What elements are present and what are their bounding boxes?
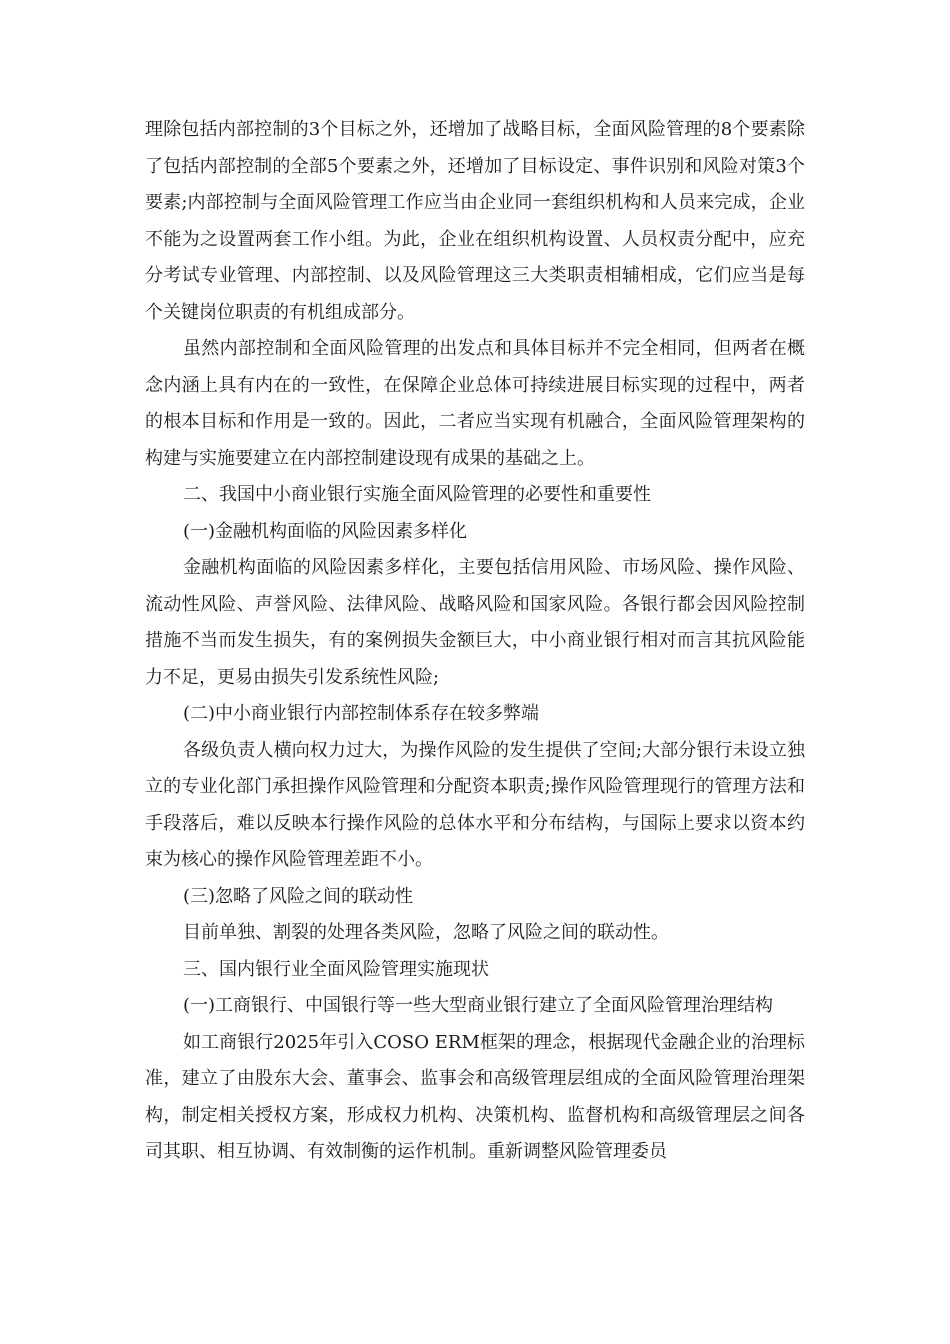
paragraph-body: 金融机构面临的风险因素多样化，主要包括信用风险、市场风险、操作风险、流动性风险、声誉风险、法律风险、战略风险和国家风险。各银行都会因风险控制措施不当而发生损失，有的案例损失金额巨大，中小商业银行相对而言其抗风险能力不足，更易由损失引发系统性风险; <box>145 557 805 688</box>
paragraph-body: 目前单独、割裂的处理各类风险，忽略了风险之间的联动性。 <box>183 922 669 943</box>
subsection-heading: (一)金融机构面临的风险因素多样化 <box>183 520 468 542</box>
paragraph-body: 如工商银行2025年引入COSO ERM框架的理念，根据现代金融企业的治理标准，建立了由股东大会、董事会、监事会和高级管理层组成的全面风险管理治理架构，制定相关授权方案，形成权力机构、决策机构、监督机构和高级管理层之间各司其职、相互协调、有效制衡的运作机制。重新调整风险管理委员 <box>145 1031 805 1162</box>
subsection-heading: (三)忽略了风险之间的联动性 <box>183 885 414 907</box>
paragraph-continuation: 理除包括内部控制的3个目标之外，还增加了战略目标，全面风险管理的8个要素除了包括内部控制的全部5个要素之外，还增加了目标设定、事件识别和风险对策3个要素;内部控制与全面风险管理工作应当由企业同一套组织机构和人员来完成，企业不能为之设置两套工作小组。为此，企业在组织机构设置、人员权责分配中，应充分考试专业管理、内部控制、以及风险管理这三大类职责相辅相成，它们应当是每个关键岗位职责的有机组成部分。 <box>145 119 805 323</box>
section-heading: 三、国内银行业全面风险管理实施现状 <box>183 958 489 980</box>
paragraph-body: 虽然内部控制和全面风险管理的出发点和具体目标并不完全相同，但两者在概念内涵上具有内在的一致性，在保障企业总体可持续进展目标实现的过程中，两者的根本目标和作用是一致的。因此，二者应当实现有机融合，全面风险管理架构的构建与实施要建立在内部控制建设现有成果的基础之上。 <box>145 338 805 469</box>
section-heading: 二、我国中小商业银行实施全面风险管理的必要性和重要性 <box>183 484 651 505</box>
paragraph-body: 各级负责人横向权力过大，为操作风险的发生提供了空间;大部分银行未设立独立的专业化部门承担操作风险管理和分配资本职责;操作风险管理现行的管理方法和手段落后，难以反映本行操作风险的总体水平和分布结构，与国际上要求以资本约束为核心的操作风险管理差距不小。 <box>145 739 805 870</box>
subsection-heading: (二)中小商业银行内部控制体系存在较多弊端 <box>183 703 540 724</box>
document-page <box>145 112 805 1171</box>
subsection-heading: (一)工商银行、中国银行等一些大型商业银行建立了全面风险管理治理结构 <box>183 995 774 1016</box>
